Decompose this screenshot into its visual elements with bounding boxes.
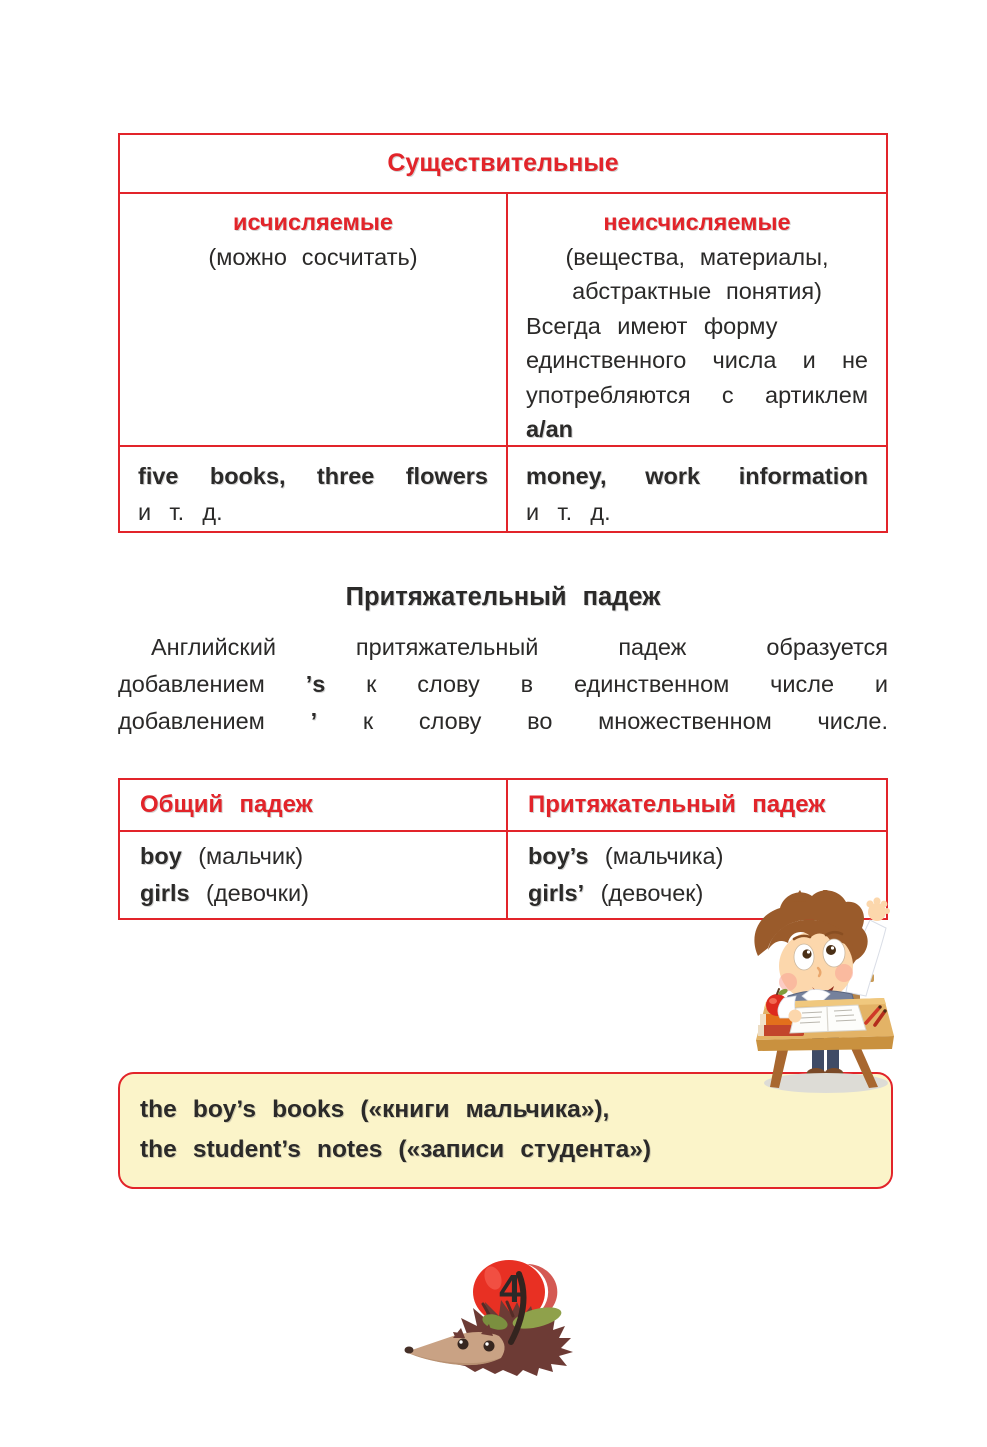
paragraph-line-2 bbox=[118, 666, 888, 703]
paragraph-line-3 bbox=[118, 703, 888, 740]
uncountable-examples-cell bbox=[508, 447, 886, 531]
paragraph-line-1: Английский притяжательный падеж образуется bbox=[151, 634, 888, 660]
countable-cell bbox=[120, 194, 508, 445]
possessive-row-1-en: boy’s bbox=[528, 843, 589, 869]
possessive-case-header: Притяжательный падеж bbox=[528, 791, 826, 818]
possessive-row-1 bbox=[528, 838, 866, 875]
paragraph-line-3-rest: к слову во множественном числе. bbox=[362, 708, 888, 734]
uncountable-cell bbox=[508, 194, 886, 445]
countable-header: исчисляемые bbox=[233, 209, 393, 235]
paragraph-line-2-rest: к слову в единственном числе и bbox=[366, 671, 889, 697]
nouns-table bbox=[118, 133, 888, 533]
uncountable-example-en: money, work information bbox=[526, 463, 868, 489]
uncountable-subtitle-line2: абстрактные понятия) bbox=[572, 278, 822, 304]
page-number: 4 bbox=[499, 1268, 521, 1311]
uncountable-note-line3: употребляются с артиклем bbox=[526, 381, 868, 408]
example-note-line-2: the student’s notes («записи студента») bbox=[140, 1136, 651, 1163]
uncountable-article: a/an bbox=[526, 416, 574, 442]
uncountable-header: неисчисляемые bbox=[603, 209, 791, 235]
common-row-2-ru: (девочки) bbox=[206, 880, 309, 906]
common-case-header: Общий падеж bbox=[120, 780, 508, 830]
common-row-2-en: girls bbox=[140, 880, 190, 906]
uncountable-note-line1: Всегда имеют форму bbox=[526, 312, 778, 339]
possessive-s-mark: ’s bbox=[305, 671, 326, 697]
student-illustration bbox=[734, 890, 896, 1096]
common-case-cell bbox=[120, 832, 508, 918]
possessive-row-2-ru: (девочек) bbox=[600, 880, 704, 906]
uncountable-note-line2: единственного числа и не bbox=[526, 347, 868, 373]
hedgehog-page-marker bbox=[403, 1258, 608, 1410]
uncountable-example-tail: и т. д. bbox=[526, 499, 611, 525]
countable-subtitle: (можно сосчитать) bbox=[208, 243, 418, 270]
countable-example-tail: и т. д. bbox=[138, 499, 223, 525]
common-row-1 bbox=[140, 838, 486, 875]
nouns-table-title: Существительные bbox=[120, 135, 886, 194]
uncountable-subtitle-line1: (вещества, материалы, bbox=[565, 243, 829, 270]
possessive-case-paragraph bbox=[118, 629, 888, 740]
common-row-2 bbox=[140, 875, 486, 912]
paragraph-line-2-word: добавлением bbox=[118, 671, 265, 697]
countable-examples-cell bbox=[120, 447, 508, 531]
case-table-header-row bbox=[120, 780, 886, 832]
paragraph-line-3-word: добавлением bbox=[118, 708, 265, 734]
possessive-case-heading: Притяжательный падеж bbox=[345, 583, 661, 611]
example-note-line-1: the boy’s books («книги мальчика»), bbox=[140, 1096, 610, 1123]
nouns-table-example-row bbox=[120, 447, 886, 531]
possessive-row-2-en: girls’ bbox=[528, 880, 585, 906]
possessive-row-1-ru: (мальчика) bbox=[604, 843, 724, 869]
countable-example-en: five books, three flowers bbox=[138, 463, 488, 489]
common-row-1-en: boy bbox=[140, 843, 182, 869]
apostrophe-mark: ’ bbox=[310, 708, 318, 734]
nouns-table-header-row bbox=[120, 194, 886, 447]
common-row-1-ru: (мальчик) bbox=[198, 843, 304, 869]
